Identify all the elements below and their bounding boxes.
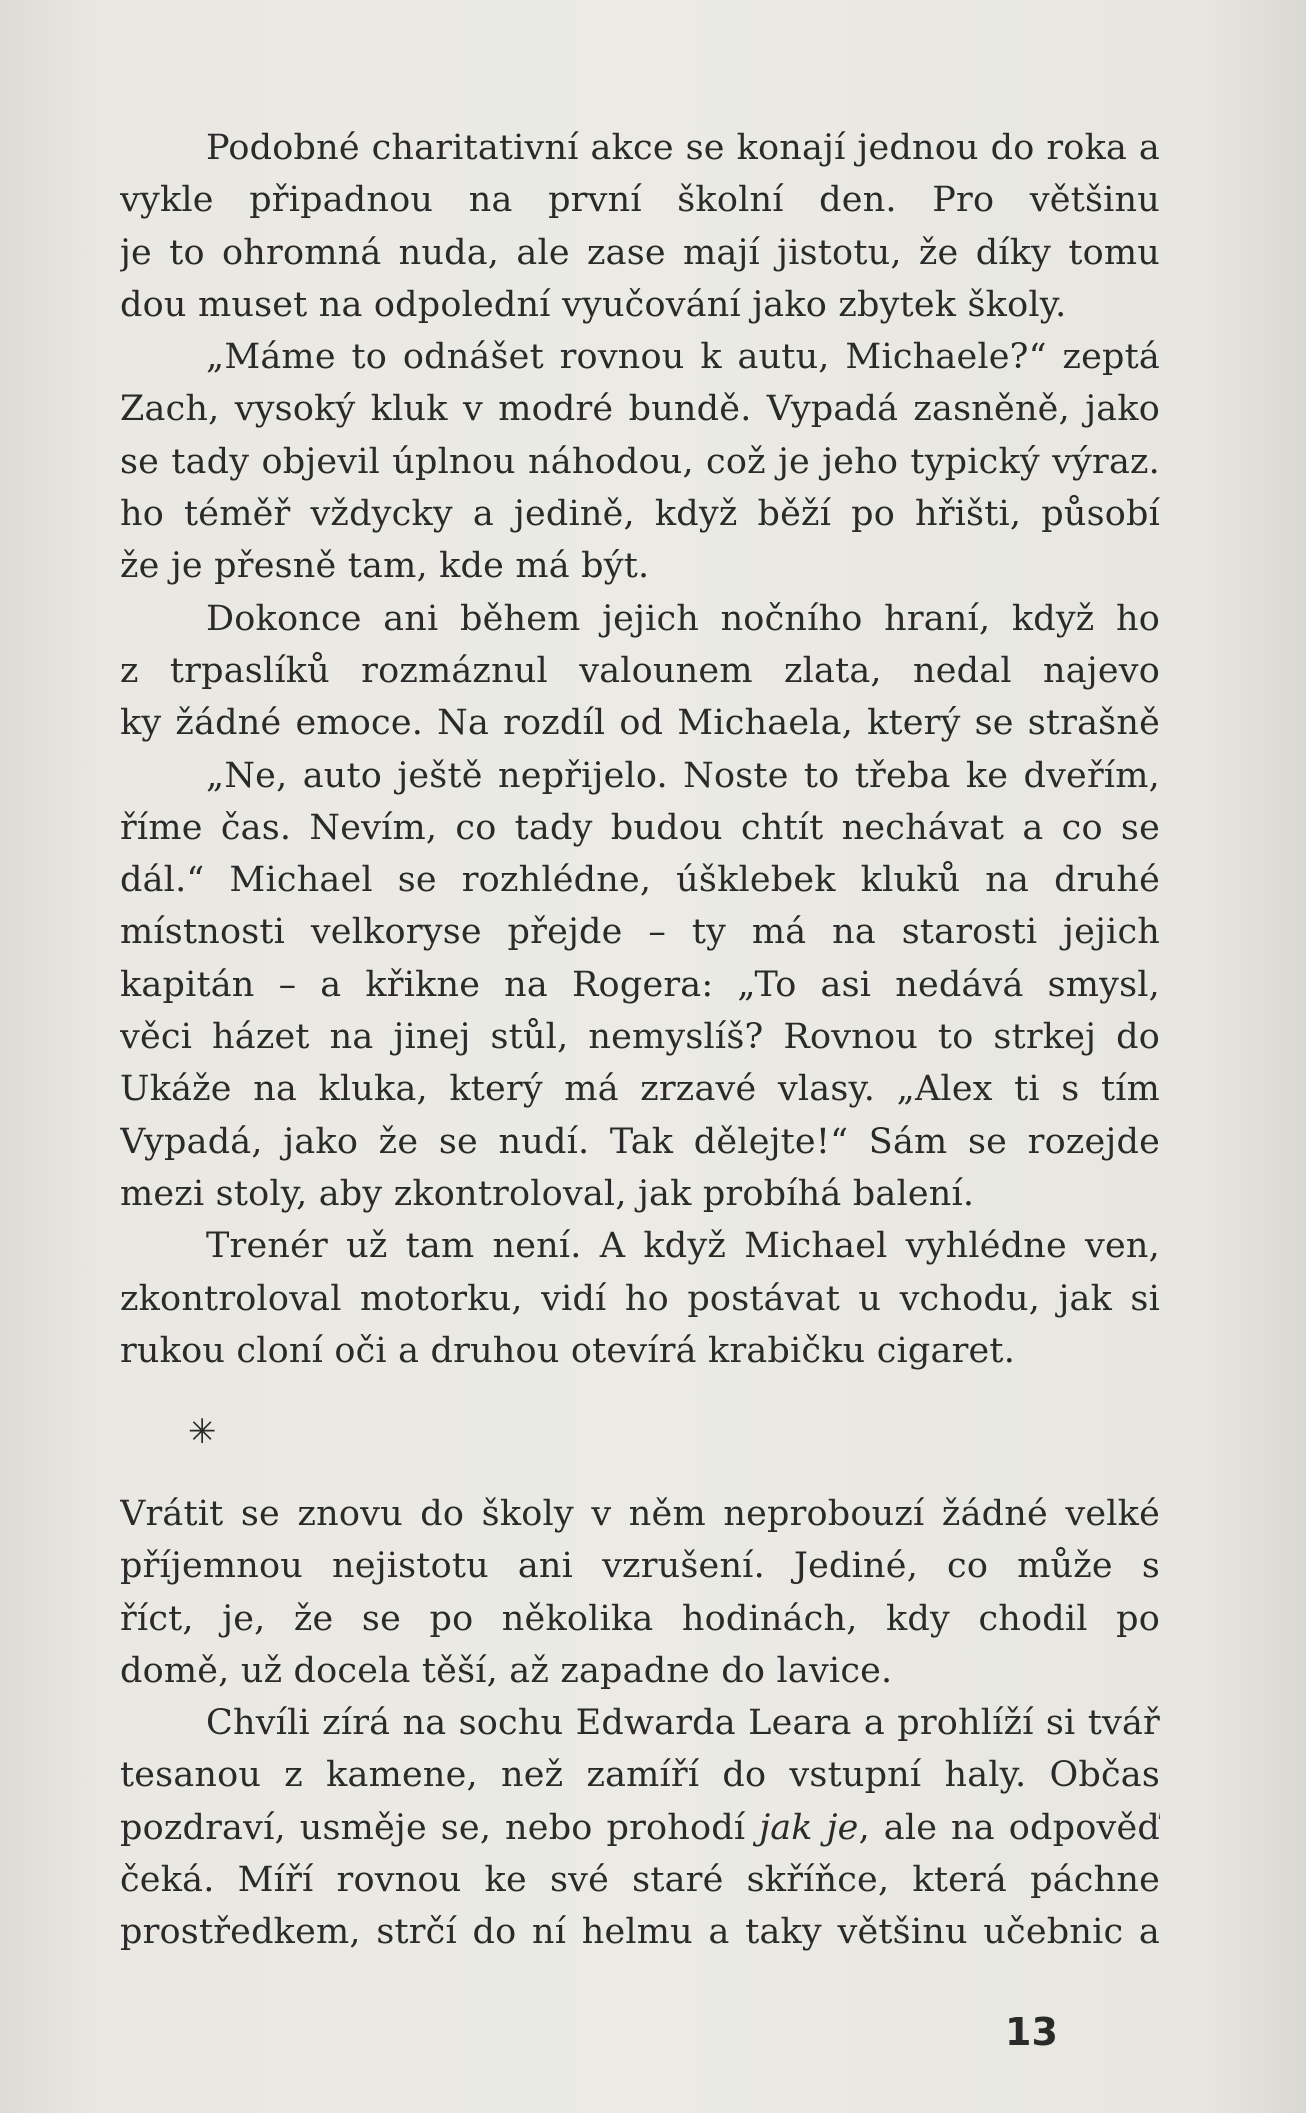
text-line: dou muset na odpolední vyučování jako zbytek školy. <box>120 284 1067 325</box>
text-line: věci házet na jinej stůl, nemyslíš? Rovnou to strkej do <box>120 1017 1160 1058</box>
text-line: Zach, vysoký kluk v modré bundě. Vypadá zasněně, jako <box>120 389 1160 430</box>
text-line: ky žádné emoce. Na rozdíl od Michaela, který se strašně <box>120 703 1160 744</box>
text-line: dál.“ Michael se rozhlédne, úšklebek kluků na druhé <box>120 860 1160 901</box>
text-line: vykle připadnou na první školní den. Pro většinu <box>120 180 1160 221</box>
text-line: kapitán – a křikne na Rogera: „To asi nedává smysl, <box>120 964 1160 1005</box>
text-run: , ale na odpověď <box>858 1807 1160 1848</box>
text-line <box>120 1802 1160 1854</box>
text-line: Ukáže na kluka, který má zrzavé vlasy. „Alex ti s tím <box>120 1069 1160 1110</box>
text-line: Vypadá, jako že se nudí. Tak dělejte!“ Sám se rozejde <box>120 1121 1160 1162</box>
text-line: říme čas. Nevím, co tady budou chtít nechávat a co se <box>120 807 1160 848</box>
text-line: prostředkem, strčí do ní helmu a taky většinu učebnic a <box>120 1912 1160 1953</box>
text-line: domě, už docela těší, až zapadne do lavice. <box>120 1650 893 1691</box>
text-line: Trenér už tam není. A když Michael vyhlédne ven, <box>206 1226 1160 1267</box>
text-line: místnosti velkoryse přejde – ty má na starosti jejich <box>120 912 1160 953</box>
section-2-text <box>120 1488 1160 1959</box>
page-number: 13 <box>1005 2010 1058 2054</box>
text-line: je to ohromná nuda, ale zase mají jistotu, že díky tomu <box>120 232 1160 273</box>
text-line: že je přesně tam, kde má být. <box>120 546 650 587</box>
text-line: se tady objevil úplnou náhodou, což je jeho typický výraz. <box>120 441 1160 482</box>
text-line: rukou cloní oči a druhou otevírá krabičku cigaret. <box>120 1330 1016 1371</box>
text-line: „Máme to odnášet rovnou k autu, Michaele?“ zeptá <box>206 337 1160 378</box>
section-separator-asterisk-icon: ✳ <box>188 1412 217 1452</box>
text-line: ho téměř vždycky a jedině, když běží po hřišti, působí <box>120 494 1160 535</box>
text-line: Dokonce ani během jejich nočního hraní, když ho <box>206 598 1160 639</box>
text-line: z trpaslíků rozmáznul valounem zlata, nedal najevo <box>120 650 1160 691</box>
text-line: Chvíli zírá na sochu Edwarda Leara a prohlíží si tvář <box>206 1703 1160 1744</box>
text-line: Vrátit se znovu do školy v něm neprobouzí žádné velké <box>120 1494 1160 1534</box>
text-line: zkontroloval motorku, vidí ho postávat u vchodu, jak si <box>120 1278 1160 1319</box>
text-line: říct, je, že se po několika hodinách, kdy chodil po <box>120 1598 1160 1639</box>
text-line: mezi stoly, aby zkontroloval, jak probíhá balení. <box>120 1173 975 1214</box>
italic-text-run: jak je <box>759 1807 859 1848</box>
text-line: příjemnou nejistotu ani vzrušení. Jediné, co může s <box>120 1546 1160 1587</box>
text-run: pozdraví, usměje se, nebo prohodí <box>120 1807 760 1848</box>
section-1-text <box>120 122 1160 1377</box>
text-line: „Ne, auto ještě nepřijelo. Noste to třeba ke dveřím, <box>206 755 1160 796</box>
text-line: Podobné charitativní akce se konají jednou do roka a <box>206 128 1160 168</box>
text-line: čeká. Míří rovnou ke své staré skříňce, která páchne <box>120 1860 1160 1901</box>
text-line: tesanou z kamene, než zamíří do vstupní haly. Občas <box>120 1755 1160 1796</box>
